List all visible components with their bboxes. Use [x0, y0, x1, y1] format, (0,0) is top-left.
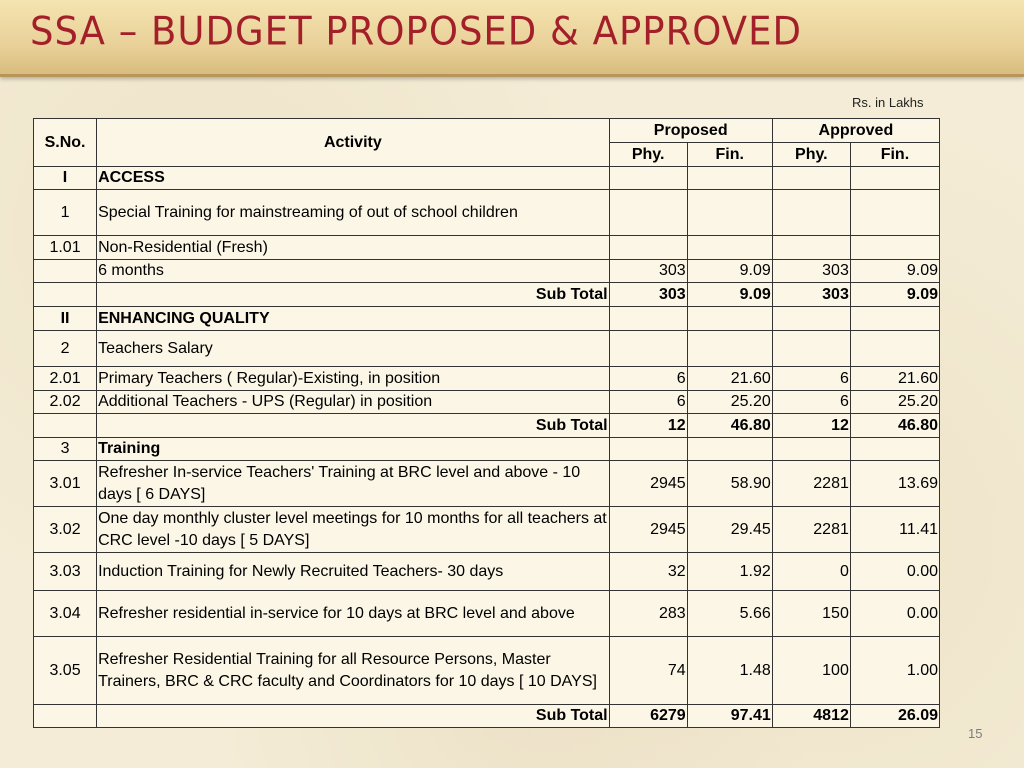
cell-proposed-phy: [609, 236, 687, 260]
cell-approved-phy: 303: [772, 283, 850, 307]
table-row: [34, 307, 940, 331]
cell-approved-fin: [850, 438, 939, 461]
cell-proposed-fin: 9.09: [687, 283, 772, 307]
cell-activity: Refresher Residential Training for all Resource Persons, Master Trainers, BRC & CRC faculty and Coordinators for 10 days [ 10 DAYS]: [97, 637, 610, 705]
table-row: [34, 507, 940, 553]
cell-sno: 1.01: [34, 236, 97, 260]
page-title: SSA – BUDGET PROPOSED & APPROVED: [30, 8, 802, 55]
cell-approved-fin: 46.80: [850, 414, 939, 438]
cell-proposed-phy: [609, 190, 687, 236]
cell-activity: ACCESS: [97, 167, 610, 190]
budget-table: [33, 118, 940, 728]
cell-proposed-phy: 2945: [609, 461, 687, 507]
cell-proposed-phy: 303: [609, 260, 687, 283]
cell-approved-phy: [772, 167, 850, 190]
cell-approved-fin: [850, 190, 939, 236]
cell-approved-phy: 12: [772, 414, 850, 438]
cell-proposed-fin: [687, 307, 772, 331]
subtotal-row: [34, 283, 940, 307]
cell-proposed-fin: 97.41: [687, 705, 772, 728]
page-number: 15: [968, 726, 983, 741]
cell-approved-phy: 100: [772, 637, 850, 705]
cell-proposed-fin: 29.45: [687, 507, 772, 553]
header-activity: Activity: [97, 119, 610, 167]
header-approved-phy: Phy.: [772, 143, 850, 167]
table-row: [34, 461, 940, 507]
cell-sno: [34, 283, 97, 307]
cell-activity: Sub Total: [97, 705, 610, 728]
cell-proposed-phy: 32: [609, 553, 687, 591]
cell-activity: Training: [97, 438, 610, 461]
cell-sno: 3.05: [34, 637, 97, 705]
table-row: [34, 331, 940, 367]
cell-approved-phy: 6: [772, 367, 850, 391]
cell-proposed-phy: 2945: [609, 507, 687, 553]
header-approved: Approved: [772, 119, 939, 143]
cell-proposed-fin: [687, 190, 772, 236]
cell-proposed-fin: [687, 167, 772, 190]
cell-proposed-fin: 5.66: [687, 591, 772, 637]
cell-approved-phy: 150: [772, 591, 850, 637]
cell-proposed-fin: 9.09: [687, 260, 772, 283]
cell-approved-phy: 4812: [772, 705, 850, 728]
header-proposed-fin: Fin.: [687, 143, 772, 167]
cell-proposed-fin: 1.92: [687, 553, 772, 591]
cell-activity: Additional Teachers - UPS (Regular) in position: [97, 391, 610, 414]
cell-sno: 3.04: [34, 591, 97, 637]
subtotal-row: [34, 705, 940, 728]
header-sno: S.No.: [34, 119, 97, 167]
unit-note: Rs. in Lakhs: [852, 95, 924, 110]
subtotal-row: [34, 414, 940, 438]
cell-sno: [34, 414, 97, 438]
cell-proposed-phy: [609, 438, 687, 461]
cell-proposed-fin: 1.48: [687, 637, 772, 705]
table-row: [34, 637, 940, 705]
cell-activity: Refresher residential in-service for 10 days at BRC level and above: [97, 591, 610, 637]
cell-approved-fin: 26.09: [850, 705, 939, 728]
cell-approved-fin: [850, 331, 939, 367]
cell-sno: 3.01: [34, 461, 97, 507]
cell-activity: Sub Total: [97, 414, 610, 438]
cell-activity: 6 months: [97, 260, 610, 283]
cell-proposed-phy: [609, 307, 687, 331]
cell-activity: Sub Total: [97, 283, 610, 307]
cell-proposed-phy: 12: [609, 414, 687, 438]
table-row: [34, 190, 940, 236]
table-row: [34, 553, 940, 591]
cell-approved-fin: 11.41: [850, 507, 939, 553]
table-row: [34, 367, 940, 391]
cell-activity: Induction Training for Newly Recruited Teachers- 30 days: [97, 553, 610, 591]
cell-sno: 2.02: [34, 391, 97, 414]
cell-approved-phy: [772, 438, 850, 461]
table-row: [34, 391, 940, 414]
cell-approved-phy: 0: [772, 553, 850, 591]
cell-sno: II: [34, 307, 97, 331]
cell-proposed-phy: 6279: [609, 705, 687, 728]
cell-activity: Non-Residential (Fresh): [97, 236, 610, 260]
header-proposed-phy: Phy.: [609, 143, 687, 167]
cell-approved-fin: 9.09: [850, 283, 939, 307]
cell-approved-fin: 9.09: [850, 260, 939, 283]
cell-activity: One day monthly cluster level meetings for 10 months for all teachers at CRC level -10 days [ 5 DAYS]: [97, 507, 610, 553]
table-row: [34, 438, 940, 461]
cell-activity: Special Training for mainstreaming of out of school children: [97, 190, 610, 236]
cell-approved-phy: [772, 190, 850, 236]
cell-approved-phy: [772, 307, 850, 331]
cell-approved-fin: 25.20: [850, 391, 939, 414]
table-row: [34, 236, 940, 260]
cell-approved-fin: 0.00: [850, 591, 939, 637]
cell-approved-fin: 21.60: [850, 367, 939, 391]
title-banner: [0, 0, 1024, 77]
table-row: [34, 167, 940, 190]
cell-proposed-phy: [609, 167, 687, 190]
cell-approved-fin: 0.00: [850, 553, 939, 591]
cell-proposed-phy: 74: [609, 637, 687, 705]
cell-activity: Teachers Salary: [97, 331, 610, 367]
cell-proposed-fin: [687, 331, 772, 367]
cell-proposed-fin: 58.90: [687, 461, 772, 507]
cell-proposed-phy: 6: [609, 367, 687, 391]
cell-approved-phy: 2281: [772, 507, 850, 553]
cell-activity: Primary Teachers ( Regular)-Existing, in position: [97, 367, 610, 391]
cell-proposed-fin: [687, 236, 772, 260]
table-row: [34, 591, 940, 637]
cell-approved-fin: 1.00: [850, 637, 939, 705]
cell-activity: ENHANCING QUALITY: [97, 307, 610, 331]
cell-approved-fin: [850, 307, 939, 331]
cell-proposed-fin: [687, 438, 772, 461]
cell-approved-phy: 303: [772, 260, 850, 283]
cell-sno: [34, 260, 97, 283]
cell-proposed-phy: [609, 331, 687, 367]
header-proposed: Proposed: [609, 119, 772, 143]
cell-sno: 3.02: [34, 507, 97, 553]
cell-proposed-fin: 46.80: [687, 414, 772, 438]
cell-sno: 3: [34, 438, 97, 461]
cell-activity: Refresher In-service Teachers' Training at BRC level and above - 10 days [ 6 DAYS]: [97, 461, 610, 507]
cell-sno: I: [34, 167, 97, 190]
header-approved-fin: Fin.: [850, 143, 939, 167]
cell-proposed-phy: 303: [609, 283, 687, 307]
table-body: [34, 167, 940, 728]
cell-approved-fin: [850, 236, 939, 260]
cell-proposed-phy: 283: [609, 591, 687, 637]
cell-approved-phy: [772, 331, 850, 367]
cell-proposed-phy: 6: [609, 391, 687, 414]
cell-approved-fin: 13.69: [850, 461, 939, 507]
cell-approved-fin: [850, 167, 939, 190]
cell-proposed-fin: 21.60: [687, 367, 772, 391]
cell-proposed-fin: 25.20: [687, 391, 772, 414]
cell-approved-phy: 6: [772, 391, 850, 414]
cell-sno: 1: [34, 190, 97, 236]
cell-approved-phy: [772, 236, 850, 260]
cell-approved-phy: 2281: [772, 461, 850, 507]
cell-sno: 2: [34, 331, 97, 367]
cell-sno: 2.01: [34, 367, 97, 391]
table-row: [34, 260, 940, 283]
cell-sno: 3.03: [34, 553, 97, 591]
cell-sno: [34, 705, 97, 728]
